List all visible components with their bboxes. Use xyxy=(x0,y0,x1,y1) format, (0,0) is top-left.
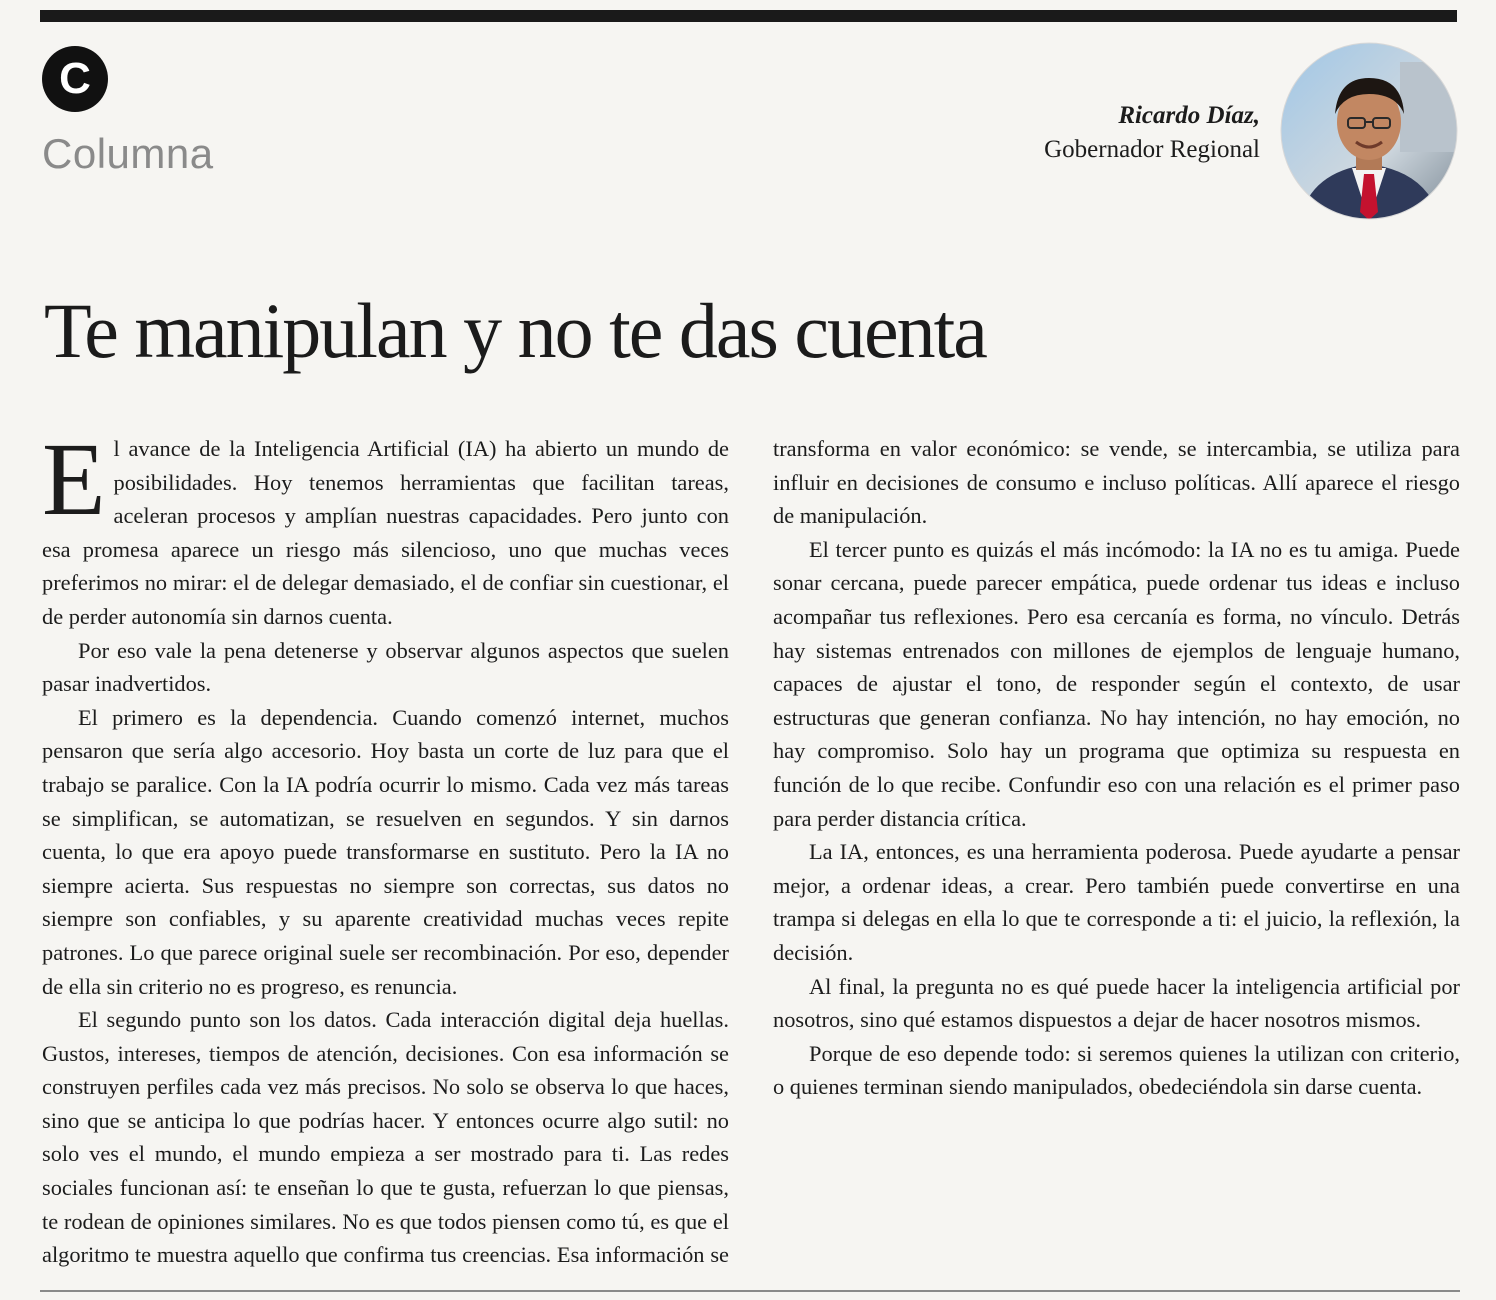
author-photo xyxy=(1280,42,1458,220)
section-badge-icon: C xyxy=(42,46,108,112)
article-paragraph: El tercer punto es quizás el más incómodo: la IA no es tu amiga. Puede sonar cercana, puede parecer empática, puede ordenar tus ideas e incluso acompañar tus reflexiones. Pero esa cercanía es forma, no vínculo. Detrás hay sistemas entrenados con millones de ejemplos de lenguaje humano, capaces de ajustar el tono, de responder según el contexto, de usar estructuras que generan confianza. No hay intención, no hay emoción, no hay compromiso. Solo hay un programa que optimiza su respuesta en función de lo que recibe. Confundir eso con una relación es el primer paso para perder distancia crítica. xyxy=(773,536,1460,831)
top-rule xyxy=(40,10,1457,22)
byline xyxy=(1044,99,1260,167)
bottom-rule xyxy=(40,1290,1460,1292)
drop-cap: E xyxy=(42,422,106,537)
article-paragraph: Porque de eso depende todo: si seremos quienes la utilizan con criterio, o quienes terminan siendo manipulados, obedeciéndola sin darse cuenta. xyxy=(773,1040,1460,1100)
author-role: Gobernador Regional xyxy=(1044,136,1260,163)
article-paragraph: La IA, entonces, es una herramienta poderosa. Puede ayudarte a pensar mejor, a ordenar ideas, a crear. Pero también puede convertirse en una trampa si delegas en ella lo que te corresponde a ti: el juicio, la reflexión, la decisión. xyxy=(773,839,1460,965)
article-paragraph: Por eso vale la pena detenerse y observar algunos aspectos que suelen pasar inadvertidos. xyxy=(42,637,729,697)
article-body xyxy=(42,422,1460,1274)
author-name: Ricardo Díaz, xyxy=(1118,102,1260,129)
article-paragraph: El avance de la Inteligencia Artificial (IA) ha abierto un mundo de posibilidades. Hoy tenemos herramientas que facilitan tareas, aceleran procesos y amplían nuestras capacidades. Pero junto con esa promesa aparece un riesgo más silencioso, uno que muchas veces preferimos no mirar: el de delegar demasiado, el de confiar sin cuestionar, el de perder autonomía sin darnos cuenta. xyxy=(42,422,729,629)
article-paragraph: El segundo punto son los datos. Cada interacción digital deja huellas. Gustos, intereses, tiempos de atención, decisiones. Con esa información se construyen perfiles cada vez más precisos. No solo se observa lo que haces, sino que se anticipa lo que podrías hacer. Y entonces ocurre algo sutil: no solo ves el mundo, el mundo empieza a ser mostrado para ti. Las redes sociales funcionan así: te enseñan lo que te gusta, refuerzan lo que piensas, te rodean de opiniones similares. No es que todos piensen como tú, es que el algoritmo te muestra aquello que confirma tus creencias. Esa información se transforma en valor económico: se vende, se intercambia, se utiliza para influir en decisiones de consumo e incluso políticas. Allí aparece el riesgo de manipulación. xyxy=(42,436,1460,1268)
section-label: Columna xyxy=(42,130,214,177)
headline: Te manipulan y no te das cuenta xyxy=(44,287,986,374)
article-paragraph: Al final, la pregunta no es qué puede hacer la inteligencia artificial por nosotros, sino qué estamos dispuestos a dejar de hacer nosotros mismos. xyxy=(773,973,1460,1033)
article-paragraph: El primero es la dependencia. Cuando comenzó internet, muchos pensaron que sería algo accesorio. Hoy basta un corte de luz para que el trabajo se paralice. Con la IA podría ocurrir lo mismo. Cada vez más tareas se simplifican, se automatizan, se resuelven en segundos. Y sin darnos cuenta, lo que era apoyo puede transformarse en sustituto. Pero la IA no siempre acierta. Sus respuestas no siempre son correctas, sus datos no siempre son confiables, y su aparente creatividad muchas veces repite patrones. Lo que parece original suele ser recombinación. Por eso, depender de ella sin criterio no es progreso, es renuncia. xyxy=(42,704,729,999)
